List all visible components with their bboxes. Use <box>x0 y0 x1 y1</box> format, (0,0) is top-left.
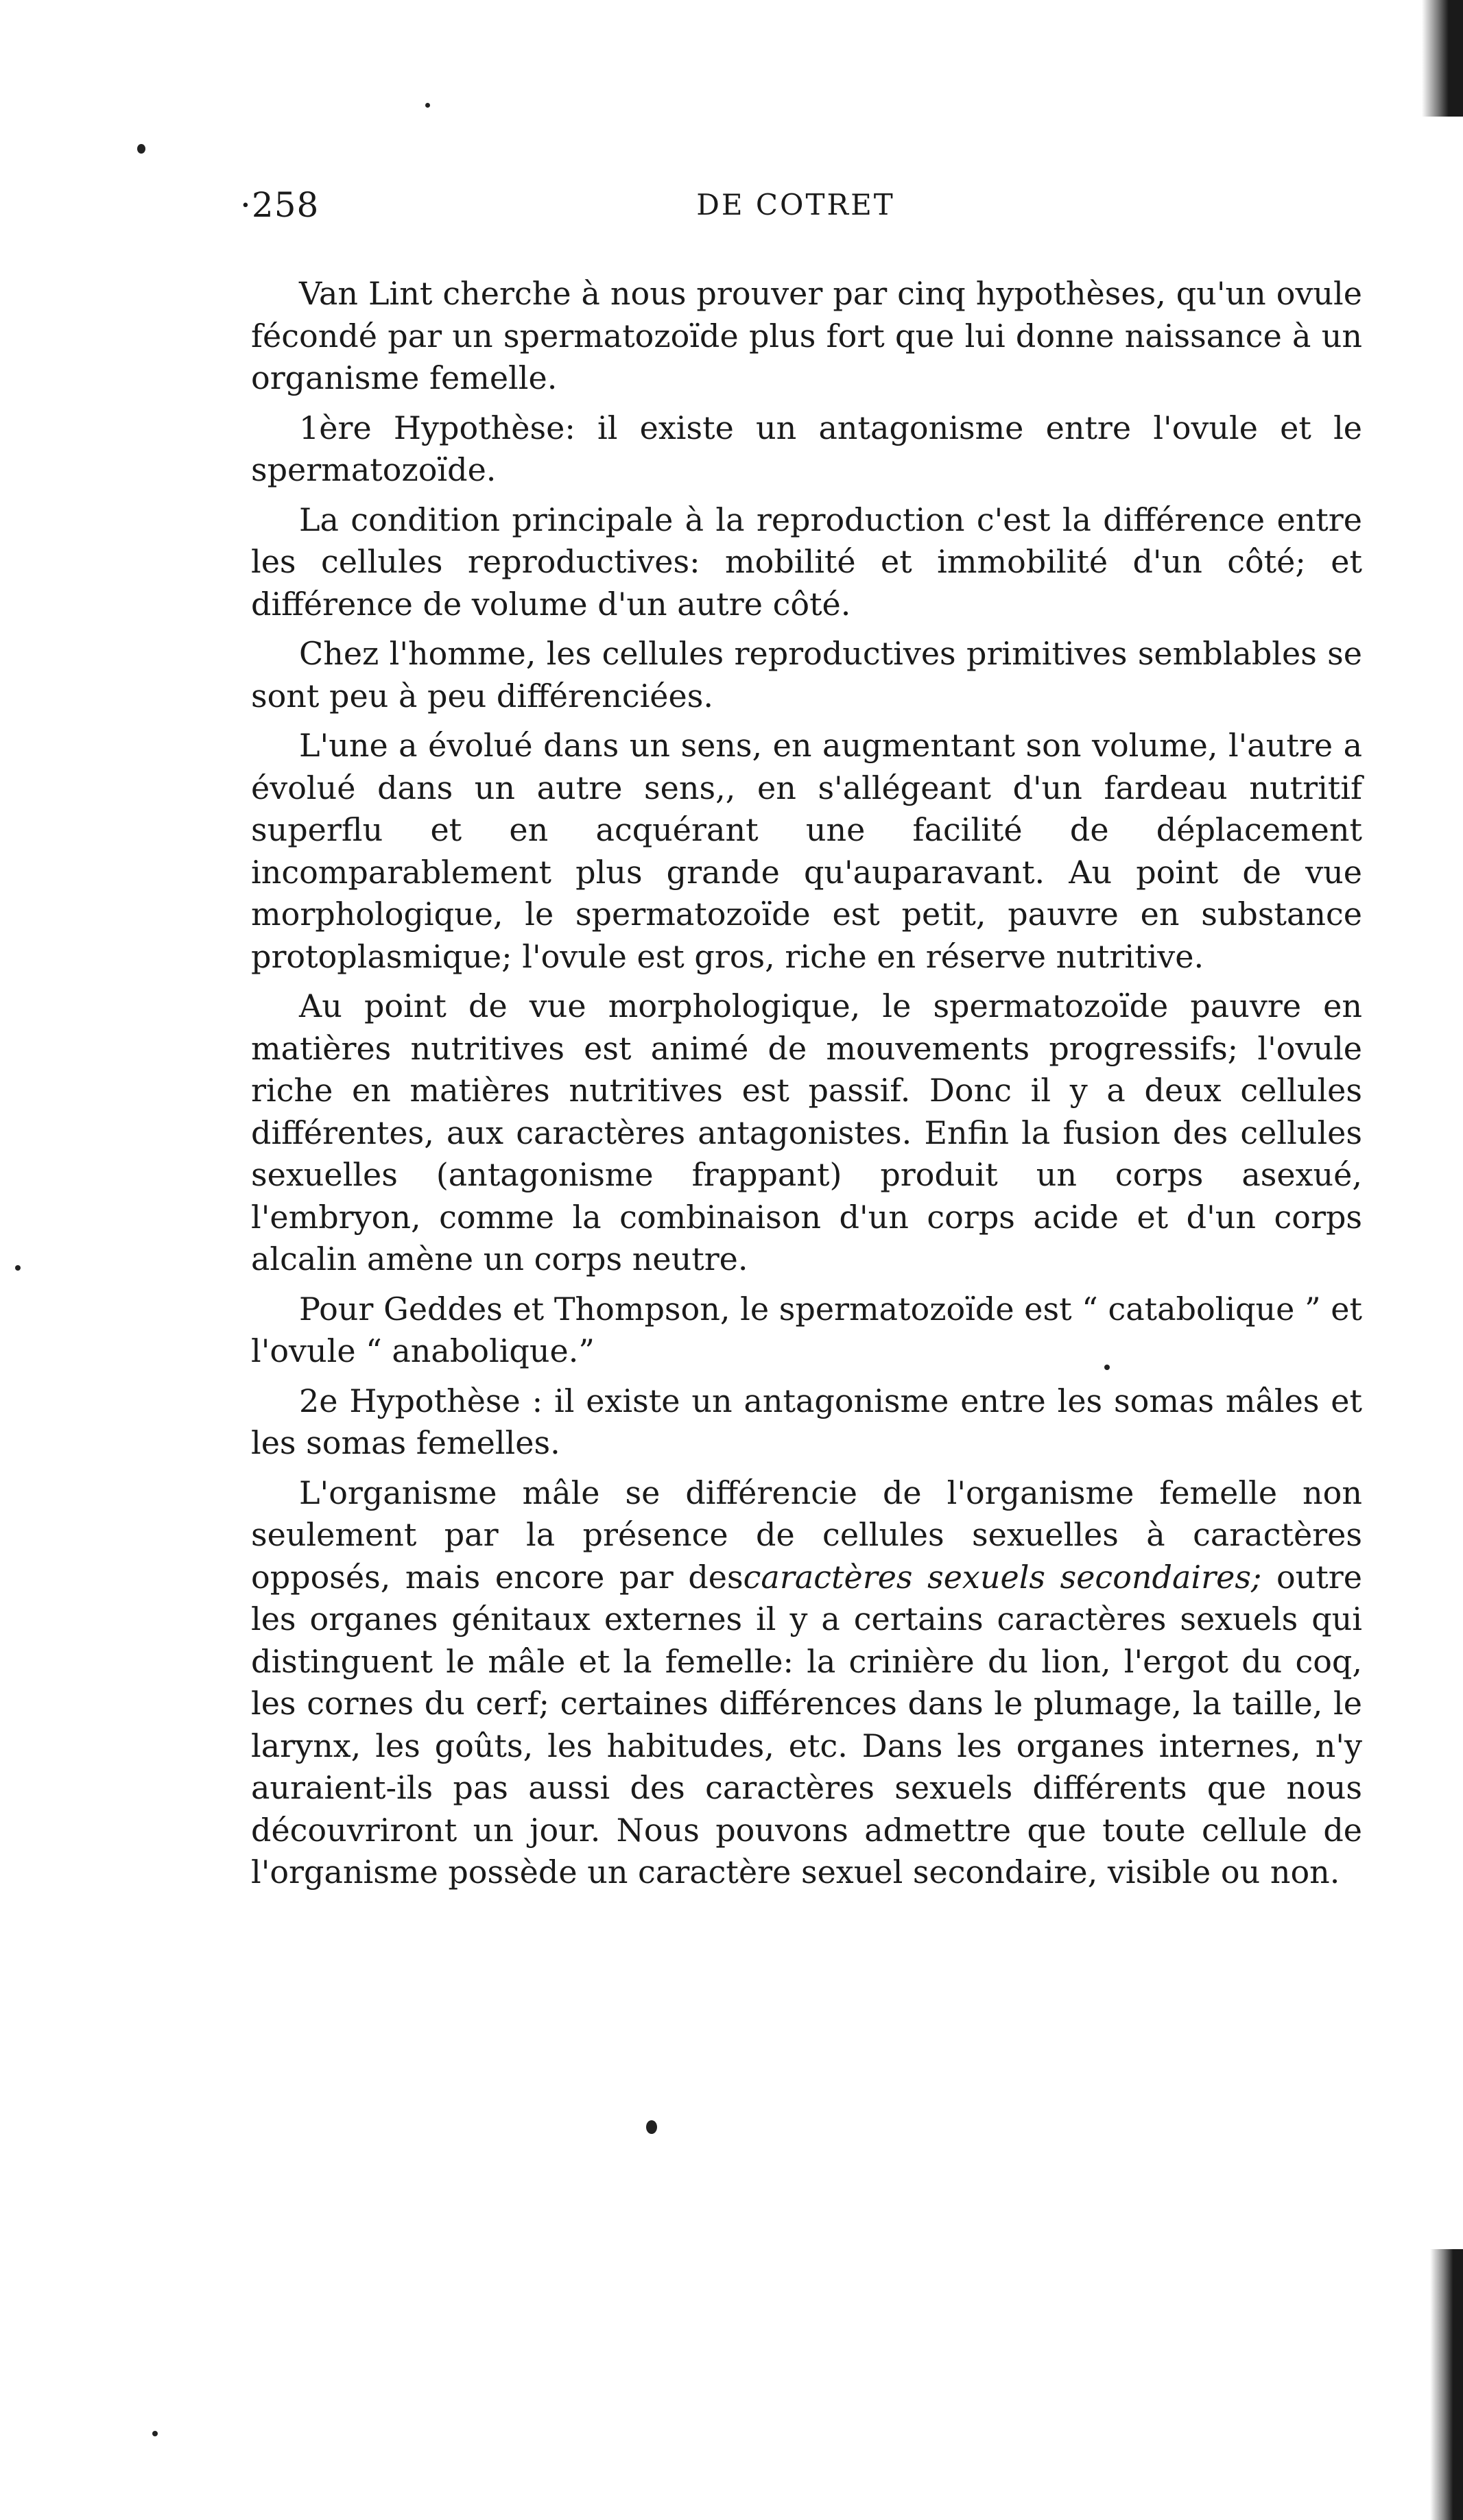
paragraph <box>251 1472 1362 1894</box>
running-head <box>240 185 1351 240</box>
page-edge-shadow-bottom <box>1430 2249 1463 2520</box>
ink-speck <box>152 2431 158 2436</box>
ink-speck <box>137 144 145 154</box>
paragraph-text: outre les organes génitaux externes il y a certains caractères sexuels qui distinguent le mâle et la femelle: la crinière du lion, l'ergot du coq, les cornes du cerf; certaines différences dans le plumage, la taille, le larynx, les goûts, les habitudes, etc. Dans les organes internes, n'y auraient-ils pas aussi des caractères sexuels différents que nous découvriront un jour. Nous pouvons admettre que toute cellule de l'organisme possède un caractère sexuel secondaire, visible ou non. <box>251 1558 1363 1891</box>
paragraph: Au point de vue morphologique, le spermatozoïde pauvre en matières nutritives est animé de mouvements progressifs; l'ovule riche en matières nutritives est passif. Donc il y a deux cellules différentes, aux caractères antagonistes. Enfin la fusion des cellules sexuelles (antagonisme frappant) produit un corps asexué, l'embryon, comme la combinaison d'un corps acide et d'un corps alcalin amène un corps neutre. <box>251 987 1362 1277</box>
ink-speck <box>646 2120 657 2134</box>
page-edge-shadow-top <box>1422 0 1463 117</box>
ink-speck <box>425 103 430 108</box>
paragraph: 1ère Hypothèse: il existe un antagonisme entre l'ovule et le spermatozoïde. <box>251 409 1362 488</box>
page-number: ·258 <box>240 185 320 225</box>
ink-speck <box>15 1265 21 1271</box>
paragraph: Pour Geddes et Thompson, le spermatozoïde est “ catabolique ” et l'ovule “ anabolique.” <box>251 1290 1362 1369</box>
paragraph: L'une a évolué dans un sens, en augmentant son volume, l'autre a évolué dans un autre sens,, en s'allégeant d'un fardeau nutritif superflu et en acquérant une facilité de déplacement incomparablement plus grande qu'auparavant. Au point de vue morphologique, le spermatozoïde est petit, pauvre en substance protoplasmique; l'ovule est gros, riche en réserve nutritive. <box>251 727 1362 975</box>
paragraph-text: L'organisme mâle se différencie de l'organisme femelle non seulement par la présence de cellules sexuelles à caractères opposés, mais encore par des <box>251 1474 1362 1596</box>
paragraph: La condition principale à la reproduction c'est la différence entre les cellules reproductives: mobilité et immobilité d'un côté; et différence de volume d'un autre côté. <box>251 501 1362 623</box>
paragraph: Van Lint cherche à nous prouver par cinq hypothèses, qu'un ovule fécondé par un spermatozoïde plus fort que lui donne naissance à un organisme femelle. <box>251 275 1362 396</box>
running-title: DE COTRET <box>696 188 895 221</box>
italic-phrase: caractères sexuels secondaires; <box>743 1558 1262 1596</box>
paragraph: Chez l'homme, les cellules reproductives primitives semblables se sont peu à peu différenciées. <box>251 635 1362 715</box>
body-text <box>251 273 1362 1894</box>
paragraph: 2e Hypothèse : il existe un antagonisme entre les somas mâles et les somas femelles. <box>251 1382 1362 1461</box>
